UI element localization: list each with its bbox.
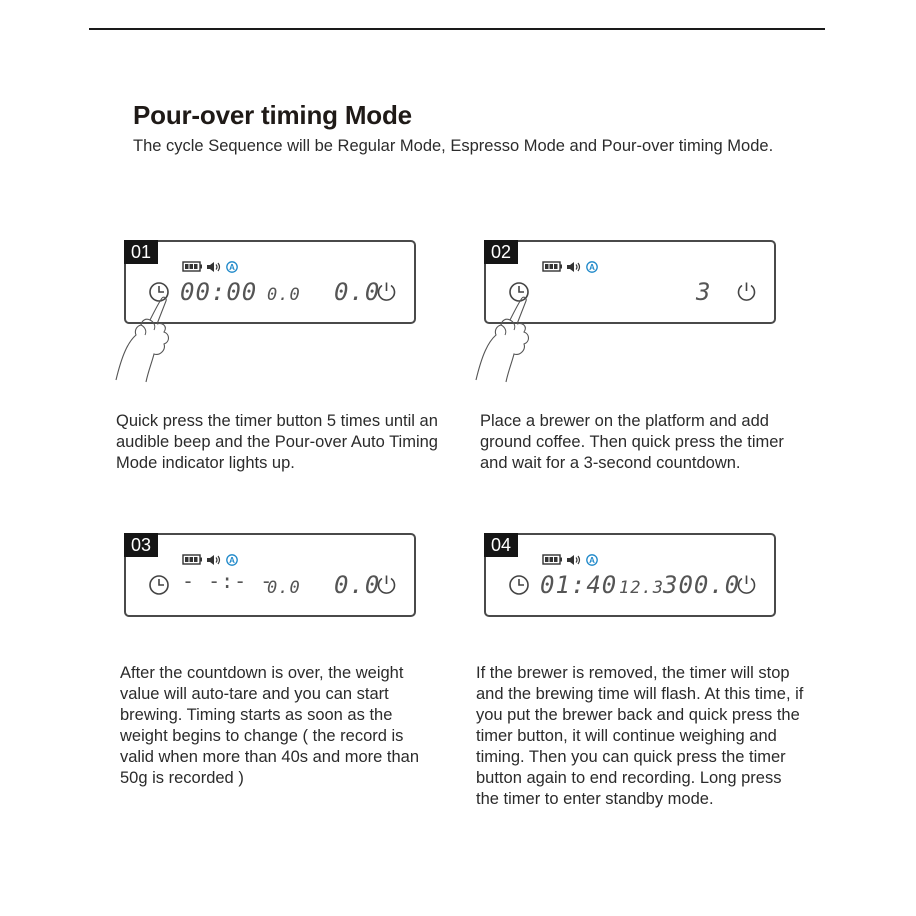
- svg-text:A: A: [229, 555, 235, 565]
- battery-icon: [543, 555, 562, 564]
- power-icon[interactable]: [735, 280, 758, 303]
- status-icons: [542, 260, 606, 274]
- timer-readout: - -:- -: [182, 569, 274, 593]
- scale-display-step-3: [124, 533, 416, 617]
- timer-readout: 01:40: [540, 571, 618, 599]
- status-icons: [182, 553, 246, 567]
- battery-icon: [543, 262, 562, 271]
- speaker-icon: [567, 555, 580, 565]
- battery-icon: [183, 262, 202, 271]
- power-icon[interactable]: [735, 573, 758, 596]
- auto-mode-icon: [587, 262, 597, 272]
- page-title: Pour-over timing Mode: [133, 100, 412, 130]
- step-number-badge: 03: [124, 533, 158, 557]
- battery-icon: [183, 555, 202, 564]
- power-icon[interactable]: [375, 280, 398, 303]
- weight-readout: 0.0: [334, 571, 381, 599]
- auto-mode-icon: [227, 262, 237, 272]
- step-number-badge: 02: [484, 240, 518, 264]
- svg-text:A: A: [589, 555, 595, 565]
- power-icon[interactable]: [375, 573, 398, 596]
- hand-pointer-icon: [112, 280, 182, 384]
- speaker-icon: [207, 555, 220, 565]
- svg-text:A: A: [589, 262, 595, 272]
- weight-readout: 0.0: [334, 278, 381, 306]
- top-rule: [89, 28, 825, 30]
- flow-rate-readout: 0.0: [267, 285, 301, 305]
- weight-readout: 300.0: [663, 571, 741, 599]
- step-number-badge: 01: [124, 240, 158, 264]
- flow-rate-readout: 12.3: [619, 578, 664, 598]
- status-icons: [542, 553, 606, 567]
- svg-text:A: A: [229, 262, 235, 272]
- hand-pointer-icon: [472, 280, 542, 384]
- step-4-description: If the brewer is removed, the timer will stop and the brewing time will flash. At this time, if you put the brewer back and quick press the timer button, it will continue weighing and timing. Then you can quick press the timer button again to end recording. Long press the timer to enter standby mode.: [476, 664, 804, 808]
- step-3-description: After the countdown is over, the weight value will auto-tare and you can start brewing. Timing starts as soon as the weight begins to change ( the record is valid when more than 40s and more than 50g is recorded ): [120, 664, 420, 787]
- page-subtitle: The cycle Sequence will be Regular Mode, Espresso Mode and Pour-over timing Mode.: [133, 137, 774, 155]
- countdown-readout: 3: [696, 278, 712, 306]
- clock-icon[interactable]: [148, 574, 170, 596]
- timer-readout: 00:00: [180, 278, 258, 306]
- auto-mode-icon: [227, 555, 237, 565]
- clock-icon[interactable]: [508, 574, 530, 596]
- status-icons: [182, 260, 246, 274]
- flow-rate-readout: 0.0: [267, 578, 301, 598]
- scale-display-step-4: [484, 533, 776, 617]
- step-number-badge: 04: [484, 533, 518, 557]
- speaker-icon: [207, 262, 220, 272]
- auto-mode-icon: [587, 555, 597, 565]
- speaker-icon: [567, 262, 580, 272]
- step-1-description: Quick press the timer button 5 times until an audible beep and the Pour-over Auto Timing Mode indicator lights up.: [116, 412, 438, 472]
- step-2-description: Place a brewer on the platform and add ground coffee. Then quick press the timer and wait for a 3-second countdown.: [480, 412, 784, 472]
